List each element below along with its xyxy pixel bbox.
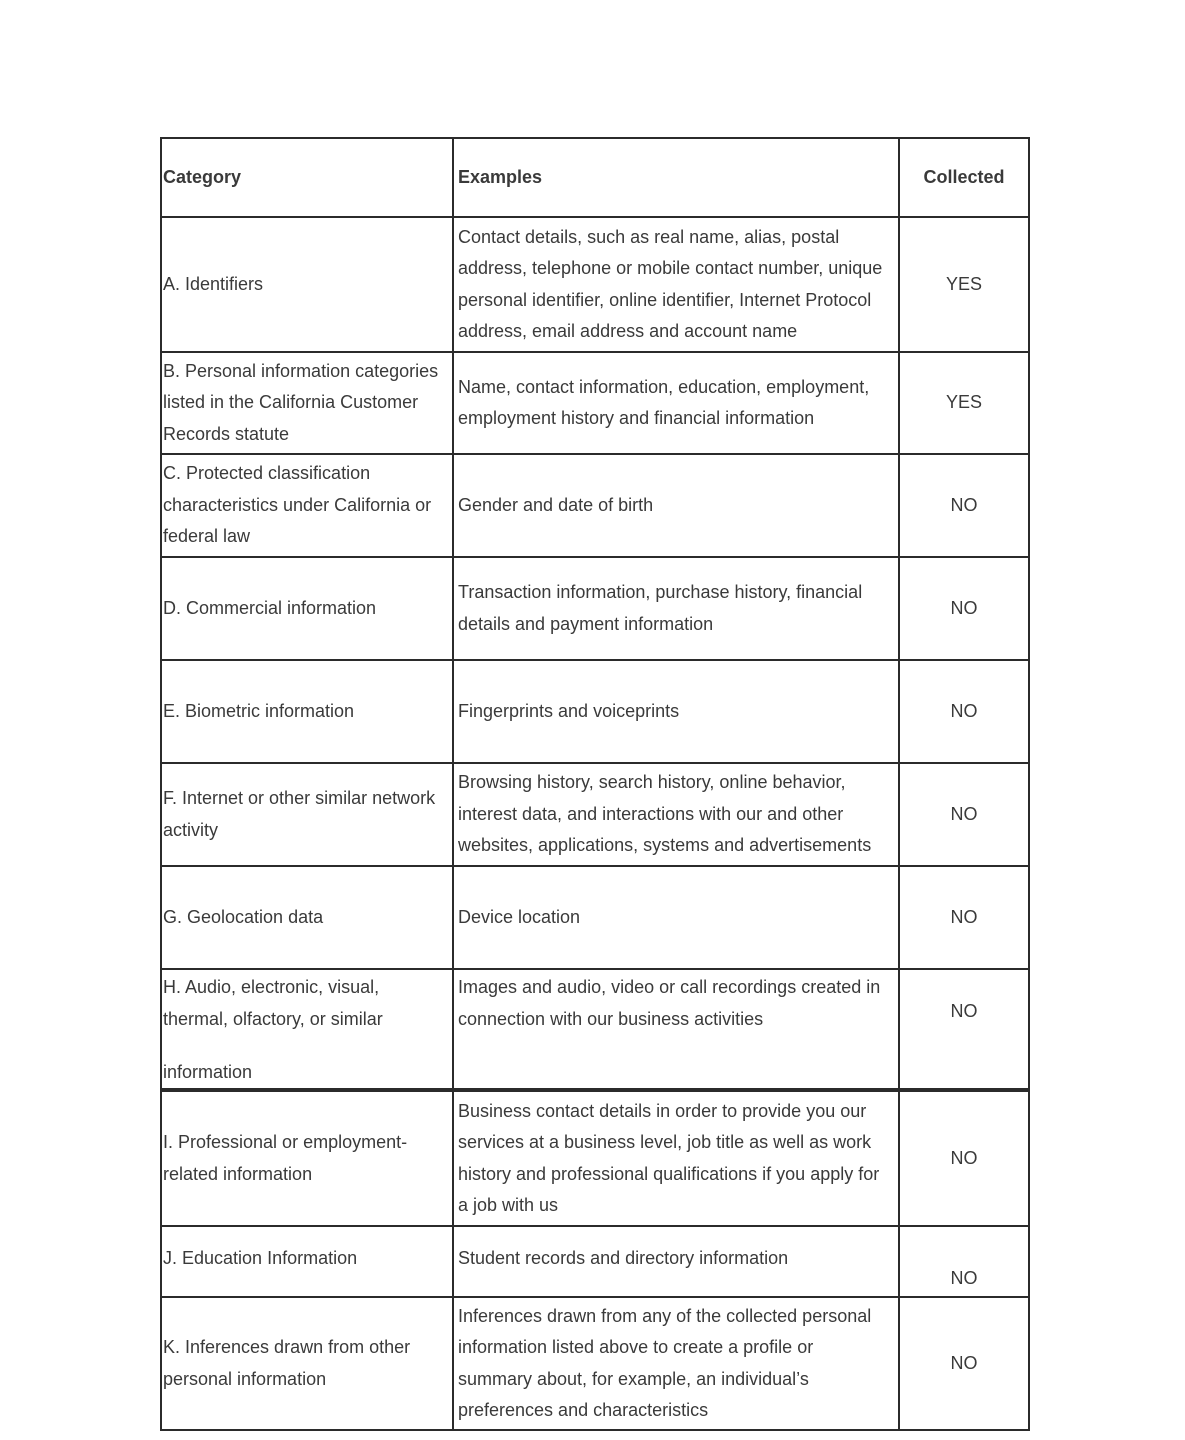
category-cell: F. Internet or other similar network activity: [160, 762, 454, 867]
examples-cell: Name, contact information, education, employment, employment history and financial information: [452, 351, 900, 455]
data-categories-table: [160, 137, 1030, 1429]
collected-cell: NO: [898, 762, 1030, 867]
collected-cell: NO: [898, 1090, 1030, 1227]
collected-cell: YES: [898, 216, 1030, 353]
examples-cell-continuation: [452, 1052, 900, 1090]
examples-cell: Inferences drawn from any of the collected personal information listed above to create a profile or summary about, for example, an individual’s preferences and characteristics: [452, 1296, 900, 1431]
category-cell: A. Identifiers: [160, 216, 454, 353]
table-header-row: [160, 137, 1030, 216]
collected-cell: NO: [898, 865, 1030, 970]
header-category: Category: [160, 137, 454, 218]
header-examples: Examples: [452, 137, 900, 218]
table-row: [160, 865, 1030, 968]
category-cell: D. Commercial information: [160, 556, 454, 661]
category-cell: H. Audio, electronic, visual, thermal, olfactory, or similar: [160, 968, 454, 1052]
collected-cell: NO: [898, 453, 1030, 558]
examples-cell: Student records and directory information: [452, 1225, 900, 1298]
category-cell: J. Education Information: [160, 1225, 454, 1298]
table-row: [160, 216, 1030, 351]
examples-cell: Contact details, such as real name, alias, postal address, telephone or mobile contact number, unique personal identifier, online identifier, Internet Protocol address, email address and account name: [452, 216, 900, 353]
table-row: [160, 1225, 1030, 1296]
table-row: [160, 968, 1030, 1052]
table-row-continuation: [160, 1052, 1030, 1090]
table-row: [160, 762, 1030, 865]
examples-cell: Business contact details in order to provide you our services at a business level, job title as well as work history and professional qualifications if you apply for a job with us: [452, 1090, 900, 1227]
collected-cell: NO: [898, 1296, 1030, 1431]
examples-cell: Browsing history, search history, online behavior, interest data, and interactions with our and other websites, applications, systems and advertisements: [452, 762, 900, 867]
collected-cell-continuation: [898, 1052, 1030, 1090]
examples-cell: Device location: [452, 865, 900, 970]
collected-cell: NO: [898, 1225, 1030, 1298]
examples-cell: Images and audio, video or call recordings created in connection with our business activities: [452, 968, 900, 1052]
table-row: [160, 556, 1030, 659]
category-cell: E. Biometric information: [160, 659, 454, 764]
examples-cell: Gender and date of birth: [452, 453, 900, 558]
collected-cell: YES: [898, 351, 1030, 455]
examples-cell: Fingerprints and voiceprints: [452, 659, 900, 764]
examples-cell: Transaction information, purchase history, financial details and payment information: [452, 556, 900, 661]
category-cell: B. Personal information categories listed in the California Customer Records statute: [160, 351, 454, 455]
category-cell-continuation: information: [160, 1052, 454, 1090]
collected-cell: NO: [898, 556, 1030, 661]
header-collected: Collected: [898, 137, 1030, 218]
table-row: [160, 1296, 1030, 1429]
category-cell: I. Professional or employment-related information: [160, 1090, 454, 1227]
category-cell: K. Inferences drawn from other personal information: [160, 1296, 454, 1431]
table-row: [160, 453, 1030, 556]
collected-cell: NO: [898, 659, 1030, 764]
collected-cell: NO: [898, 968, 1030, 1054]
table-row: [160, 351, 1030, 453]
category-cell: G. Geolocation data: [160, 865, 454, 970]
table-row: [160, 659, 1030, 762]
table-row: [160, 1090, 1030, 1225]
category-cell: C. Protected classification characteristics under California or federal law: [160, 453, 454, 558]
